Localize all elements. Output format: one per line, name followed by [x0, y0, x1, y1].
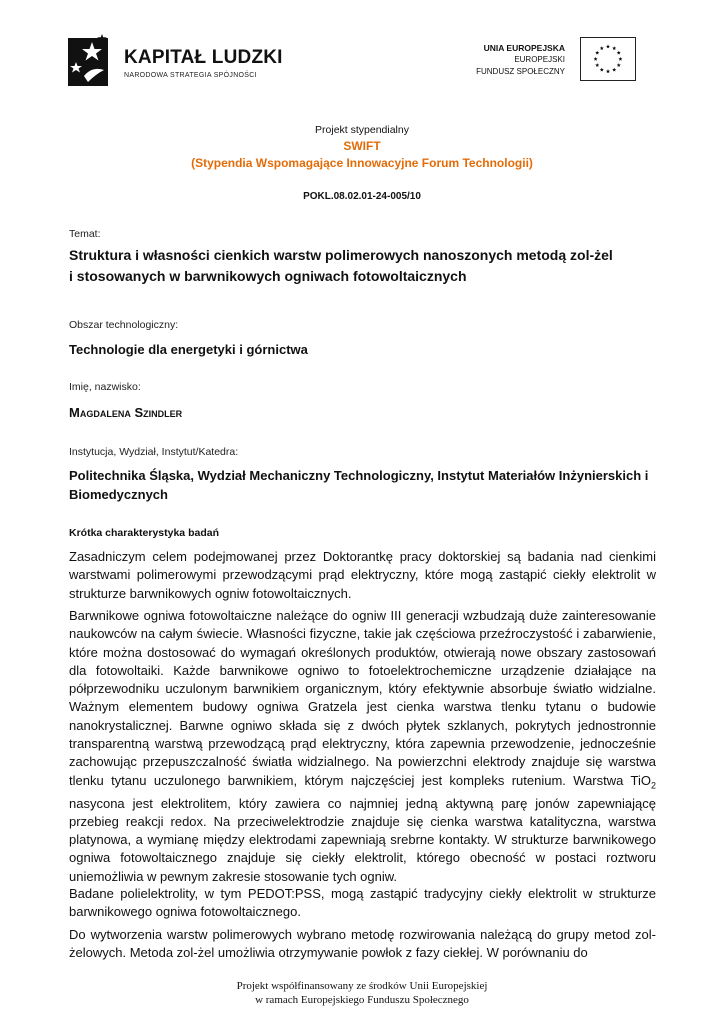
- eu-star-icon: [600, 68, 604, 72]
- eu-logo: [476, 36, 646, 90]
- kapital-ludzki-subtitle: NARODOWA STRATEGIA SPÓJNOŚCI: [124, 72, 257, 79]
- institution-value: Politechnika Śląska, Wydział Mechaniczny Technologiczny, Instytut Materiałów Inżynierskich i Biomedycznych: [69, 468, 649, 502]
- tio2-subscript: 2: [650, 780, 656, 791]
- research-paragraph-1: Zasadniczym celem podejmowanej przez Doktorantkę pracy doktorskiej są badania nad cienkimi warstwami polimerowymi przewodzącymi prąd elektryczny, które mogą zastąpić ciekły elektrolit w strukturze barwnikowych ogniw fotowoltaicznych.: [69, 549, 656, 601]
- eu-star-icon: [600, 46, 604, 50]
- eu-star-icon: [606, 69, 610, 73]
- topic-value-line1: Struktura i własności cienkich warstw polimerowych nanoszonych metodą zol-żel: [69, 247, 613, 263]
- project-name: SWIFT: [343, 139, 381, 153]
- eu-star-icon: [595, 51, 599, 55]
- kapital-ludzki-logo: [66, 32, 296, 92]
- kapital-ludzki-symbol-icon: [66, 32, 114, 88]
- eu-star-icon: [595, 63, 599, 67]
- topic-label: Temat:: [69, 228, 101, 240]
- research-paragraph-2: [69, 607, 656, 886]
- eu-star-icon: [617, 51, 621, 55]
- eu-logo-line1: UNIA EUROPEJSKA: [483, 43, 565, 53]
- eu-logo-line2: EUROPEJSKI: [514, 55, 565, 64]
- institution-label: Instytucja, Wydział, Instytut/Katedra:: [69, 446, 239, 458]
- eu-star-icon: [594, 57, 598, 61]
- topic-value-line2: i stosowanych w barwnikowych ogniwach fotowoltaicznych: [69, 268, 467, 284]
- eu-logo-text: [476, 42, 565, 78]
- research-paragraph-2-end: nasycona jest elektrolitem, który zawiera co najmniej jedną aktywną parę jonów zapewniającę przebieg reakcji redox. Na przeciwelektrodzie znajduje się cienka warstwa katalityczna, warstwa platynowa, a wymianę między elektrodami zapewniają srebrne kontakty. W strukturze barwnikowego ogniwa fotowoltaicznego znajduje się ciekły elektrolit, którego obecność w postaci roztworu uniemożliwia w pewnym zakresie stosowanie tych ogniw.: [69, 795, 656, 884]
- footer-line2: w ramach Europejskiego Funduszu Społecznego: [255, 994, 469, 1006]
- person-name: Magdalena Szindler: [69, 405, 183, 420]
- kapital-ludzki-title: KAPITAŁ LUDZKI: [124, 47, 283, 68]
- area-value: Technologie dla energetyki i górnictwa: [69, 342, 308, 357]
- eu-star-icon: [617, 63, 621, 67]
- eu-star-icon: [612, 68, 616, 72]
- research-paragraph-2-start: Barwnikowe ogniwa fotowoltaiczne należące do ogniw III generacji wzbudzają duże zainteresowanie naukowców na całym świecie. Własności fizyczne, takie jak częściowa przeźroczystość i zabarwienie, które można dostosować do wymagań określonych produktów, otwierają nowe obszary zastosowań dla fotowoltaiki. Każde barwnikowe ogniwo to fotoelektrochemiczne urządzenie działające na półprzewodniku uczulonym barwnikiem organicznym, który efektywnie absorbuje światło widzialne. Ważnym elementem budowy ogniwa Gratzela jest cienka warstwa tlenku tytanu o budowie nanokrystalicznej. Barwne ogniwo składa się z dwóch płytek szklanych, pokrytych jednostronnie transparentną warstwą przewodzącą prąd elektryczny, która zapewnia przewodzenie, jednocześnie zachowując przepuszczalność światła widzialnego. Na powierzchni elektrody znajduje się warstwa tlenku tytanu uczulonego barwnikiem, którym najczęściej jest kompleks rutenium. Warstwa TiO: [69, 608, 656, 788]
- footer-line1: Projekt współfinansowany ze środków Unii Europejskiej: [236, 980, 488, 992]
- person-label: Imię, nazwisko:: [69, 381, 141, 393]
- eu-star-icon: [606, 44, 610, 48]
- eu-logo-line3: FUNDUSZ SPOŁECZNY: [476, 67, 565, 76]
- eu-star-icon: [612, 46, 616, 50]
- eu-star-icon: [618, 57, 622, 61]
- area-label: Obszar technologiczny:: [69, 319, 179, 331]
- research-paragraph-4: Do wytworzenia warstw polimerowych wybrano metodę rozwirowania należącą do grupy metod zol-żelowych. Metoda zol-żel umożliwia otrzymywanie powłok z fazy ciekłej. W porównaniu do: [69, 927, 656, 961]
- research-heading: Krótka charakterystyka badań: [69, 527, 219, 539]
- project-label: Projekt stypendialny: [315, 124, 409, 136]
- project-full-name: (Stypendia Wspomagające Innowacyjne Forum Technologii): [191, 156, 533, 170]
- project-code: POKL.08.02.01-24-005/10: [303, 191, 421, 202]
- topic-value: [69, 245, 669, 287]
- eu-flag-icon: [580, 37, 636, 81]
- research-paragraph-3: Badane polielektrolity, w tym PEDOT:PSS, mogą zastąpić tradycyjny ciekły elektrolit w strukturze barwnikowego ogniwa fotowoltaicznego.: [69, 886, 656, 920]
